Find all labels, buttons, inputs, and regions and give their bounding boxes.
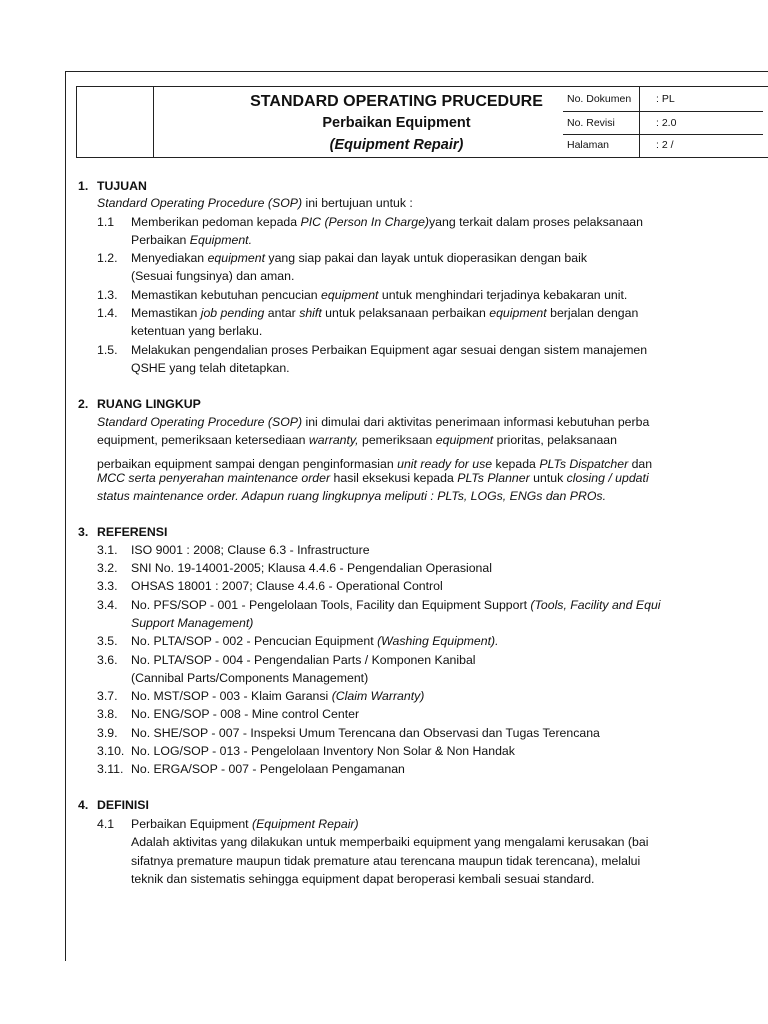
item-number: 3.6. (97, 653, 118, 667)
text-run: ini bertujuan untuk : (302, 196, 413, 210)
item-text (131, 653, 476, 668)
logo-cell (77, 87, 154, 157)
meta-divider (563, 134, 763, 135)
text-run: Adalah aktivitas yang dilakukan untuk memperbaiki equipment yang mengalami kerusakan (bai (131, 835, 649, 849)
text-run: ini dimulai dari aktivitas penerimaan informasi kebutuhan perba (302, 415, 650, 429)
section-number: 1. (78, 179, 89, 193)
italic-text-run: equipment (207, 251, 265, 265)
text-run: Memastikan kebutuhan pencucian (131, 288, 322, 302)
item-text (131, 689, 424, 704)
text-run: (Sesuai fungsinya) dan aman. (131, 269, 295, 283)
italic-text-run: PLTs Dispatcher (539, 457, 629, 471)
page-border-top (65, 71, 768, 72)
italic-text-run: Standard Operating Procedure (SOP) (97, 415, 303, 429)
text-run: dan (628, 457, 653, 471)
text-run: equipment, pemeriksaan ketersediaan (97, 433, 309, 447)
section-intro (97, 196, 413, 211)
text-run: OHSAS 18001 : 2007; Clause 4.4.6 - Operational Control (131, 579, 443, 593)
item-number: 4.1 (97, 817, 115, 831)
text-run: No. ENG/SOP - 008 - Mine control Center (131, 707, 360, 721)
document-title: STANDARD OPERATING PRUCEDURE (250, 93, 543, 110)
item-number: 1.4. (97, 306, 118, 320)
meta-divider (563, 111, 763, 112)
text-run: No. MST/SOP - 003 - Klaim Garansi (131, 689, 332, 703)
text-run: Menyediakan (131, 251, 208, 265)
italic-text-run: (Washing Equipment). (377, 634, 499, 648)
text-run: ISO 9001 : 2008; Clause 6.3 - Infrastructure (131, 543, 370, 557)
section-number: 2. (78, 397, 89, 411)
text-run: hasil eksekusi kepada (330, 471, 458, 485)
text-run: ketentuan yang berlaku. (131, 324, 263, 338)
text-run: kepada (492, 457, 540, 471)
text-run: sifatnya premature maupun tidak premature atau terencana maupun tidak terencana), melalui (131, 854, 641, 868)
text-run: perbaikan equipment sampai dengan penginformasian (97, 457, 398, 471)
item-text (131, 251, 587, 266)
item-number: 3.11. (97, 762, 124, 776)
item-text (131, 762, 405, 777)
italic-text-run: PLTs Planner (457, 471, 530, 485)
italic-text-run: shift (299, 306, 322, 320)
item-text (131, 269, 294, 284)
item-number: 1.3. (97, 288, 118, 302)
item-text (131, 215, 643, 230)
text-run: prioritas, pelaksanaan (493, 433, 617, 447)
text-run: No. PFS/SOP - 001 - Pengelolaan Tools, Facility dan Equipment Support (131, 598, 531, 612)
paragraph-line (97, 415, 649, 430)
text-run: pemeriksaan (358, 433, 436, 447)
section-title-definisi: DEFINISI (97, 798, 149, 812)
italic-text-run: (Tools, Facility and Equi (530, 598, 661, 612)
text-run: untuk pelaksanaan perbaikan (321, 306, 490, 320)
item-number: 3.3. (97, 579, 118, 593)
item-text (131, 744, 515, 759)
item-text (131, 361, 290, 376)
item-text (131, 707, 359, 722)
item-text (131, 634, 499, 649)
italic-text-run: Equipment. (189, 233, 253, 247)
item-text (131, 671, 368, 686)
italic-text-run: closing / updati (566, 471, 649, 485)
item-number: 3.4. (97, 598, 118, 612)
item-text (131, 306, 638, 321)
section-number: 4. (78, 798, 89, 812)
text-run: teknik dan sistematis sehingga equipment dapat beroperasi kembali sesuai standard. (131, 872, 595, 886)
text-run: Memberikan pedoman kepada (131, 215, 301, 229)
text-run: QSHE yang telah ditetapkan. (131, 361, 290, 375)
italic-text-run: job pending (200, 306, 265, 320)
document-subtitle-english: (Equipment Repair) (329, 137, 464, 153)
text-run: No. PLTA/SOP - 002 - Pencucian Equipment (131, 634, 378, 648)
document-subtitle: Perbaikan Equipment (322, 115, 471, 131)
section-title-ruang-lingkup: RUANG LINGKUP (97, 397, 201, 411)
text-run: No. LOG/SOP - 013 - Pengelolaan Inventory Non Solar & Non Handak (131, 744, 515, 758)
meta-label: Halaman (567, 139, 610, 151)
item-number: 1.2. (97, 251, 118, 265)
section-number: 3. (78, 525, 89, 539)
text-run: untuk menghindari terjadinya kebakaran unit. (378, 288, 628, 302)
italic-text-run: equipment (435, 433, 494, 447)
section-title-referensi: REFERENSI (97, 525, 168, 539)
italic-text-run: status maintenance order. Adapun ruang lingkupnya meliputi : PLTs, LOGs, ENGs dan PROs. (97, 489, 606, 503)
meta-label: No. Dokumen (567, 93, 632, 105)
item-number: 3.2. (97, 561, 118, 575)
item-number: 3.5. (97, 634, 118, 648)
paragraph-line (97, 489, 606, 504)
item-text (131, 854, 640, 869)
page-border-left (65, 71, 66, 961)
paragraph-line (97, 471, 649, 486)
item-number: 1.5. (97, 343, 118, 357)
text-run: No. SHE/SOP - 007 - Inspeksi Umum Terencana dan Observasi dan Tugas Terencana (131, 726, 600, 740)
text-run: yang siap pakai dan layak untuk dioperasikan dengan baik (265, 251, 587, 265)
italic-text-run: PIC (Person In Charge) (300, 215, 430, 229)
item-text (131, 872, 594, 887)
item-number: 3.7. (97, 689, 118, 703)
item-text (131, 835, 648, 850)
paragraph-line (97, 457, 652, 472)
italic-text-run: equipment (321, 288, 379, 302)
item-text (131, 543, 370, 558)
item-number: 3.10. (97, 744, 125, 758)
italic-text-run: (Claim Warranty) (331, 689, 425, 703)
text-run: No. ERGA/SOP - 007 - Pengelolaan Pengamanan (131, 762, 405, 776)
text-run: (Cannibal Parts/Components Management) (131, 671, 369, 685)
text-run: antar (264, 306, 300, 320)
text-run: Melakukan pengendalian proses Perbaikan Equipment agar sesuai dengan sistem manajemen (131, 343, 648, 357)
text-run: untuk (529, 471, 567, 485)
item-text (131, 616, 253, 631)
item-text (131, 579, 443, 594)
text-run: Memastikan (131, 306, 201, 320)
item-number: 1.1 (97, 215, 115, 229)
text-run: No. PLTA/SOP - 004 - Pengendalian Parts / Komponen Kanibal (131, 653, 476, 667)
item-text (131, 561, 492, 576)
item-text (131, 726, 600, 741)
italic-text-run: Support Management) (131, 616, 254, 630)
item-number: 3.9. (97, 726, 118, 740)
meta-label: No. Revisi (567, 117, 615, 129)
item-text (131, 288, 627, 303)
item-number: 3.1. (97, 543, 118, 557)
italic-text-run: unit ready for use (397, 457, 493, 471)
item-number: 3.8. (97, 707, 118, 721)
item-text (131, 817, 359, 832)
italic-text-run: warranty, (308, 433, 359, 447)
meta-value: : PL (656, 93, 675, 105)
section-title-tujuan: TUJUAN (97, 179, 147, 193)
meta-value: : 2.0 (656, 117, 677, 129)
italic-text-run: Standard Operating Procedure (SOP) (97, 196, 303, 210)
item-text (131, 233, 252, 248)
text-run: Perbaikan Equipment (131, 817, 252, 831)
text-run: berjalan dengan (546, 306, 639, 320)
paragraph-line (97, 433, 617, 448)
italic-text-run: (Equipment Repair) (252, 817, 359, 831)
italic-text-run: equipment (489, 306, 547, 320)
italic-text-run: MCC serta penyerahan maintenance order (97, 471, 331, 485)
text-run: SNI No. 19-14001-2005; Klausa 4.4.6 - Pengendalian Operasional (131, 561, 492, 575)
item-text (131, 324, 262, 339)
meta-value: : 2 / (656, 139, 674, 151)
item-text (131, 343, 647, 358)
text-run: Perbaikan (131, 233, 190, 247)
text-run: yang terkait dalam proses pelaksanaan (429, 215, 643, 229)
item-text (131, 598, 661, 613)
